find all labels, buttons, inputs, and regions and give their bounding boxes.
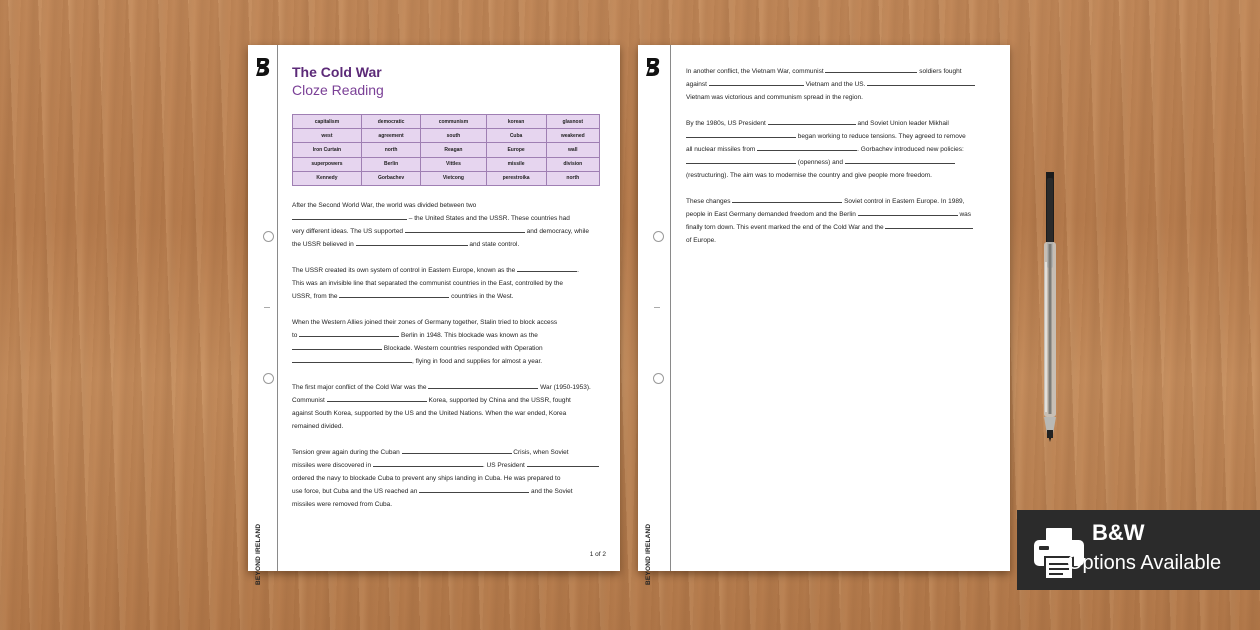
punch-hole	[653, 231, 664, 242]
word-bank-cell: north	[546, 171, 599, 185]
beyond-logo-icon	[645, 57, 661, 77]
answer-blank[interactable]	[356, 238, 468, 246]
word-bank-cell: weakened	[546, 129, 599, 143]
cloze-text-fragment: (restructuring). The aim was to modernise the country and give people more freedom.	[686, 172, 932, 179]
cloze-line	[686, 195, 996, 208]
answer-blank[interactable]	[339, 290, 449, 298]
word-bank-cell: glasnost	[546, 115, 599, 129]
word-bank-cell: west	[293, 129, 362, 143]
cloze-text-fragment: and the Soviet	[529, 488, 573, 495]
answer-blank[interactable]	[292, 342, 382, 350]
cloze-text-fragment: very different ideas. The US supported	[292, 228, 405, 235]
cloze-text-fragment: Berlin in 1948. This blockade was known as the	[399, 332, 538, 339]
margin-line	[670, 45, 671, 571]
punch-hole	[263, 373, 274, 384]
cloze-paragraph	[292, 264, 602, 303]
cloze-text-fragment: began working to reduce tensions. They agreed to remove	[796, 133, 966, 140]
word-bank-table	[292, 114, 600, 186]
cloze-line	[292, 290, 602, 303]
answer-blank[interactable]	[858, 208, 958, 216]
word-bank-cell: Kennedy	[293, 171, 362, 185]
cloze-text-fragment: Soviet control in Eastern Europe. In 1989,	[842, 198, 965, 205]
fold-mark	[264, 307, 270, 308]
answer-blank[interactable]	[327, 394, 427, 402]
cloze-text-fragment: Korea, supported by China and the USSR, fought	[426, 397, 571, 404]
worksheet-page-1	[248, 45, 620, 585]
cloze-line	[292, 225, 602, 238]
cloze-text-fragment: .	[577, 267, 579, 274]
word-bank-cell: division	[546, 157, 599, 171]
word-bank-cell: capitalism	[293, 115, 362, 129]
cloze-text-fragment: Vietnam was victorious and communism spread in the region.	[686, 94, 863, 101]
word-bank-cell: south	[421, 129, 486, 143]
answer-blank[interactable]	[402, 446, 512, 454]
cloze-text-fragment: The first major conflict of the Cold War was the	[292, 384, 429, 391]
word-bank-row	[293, 171, 600, 185]
cloze-text-fragment: people in East Germany demanded freedom and the Berlin	[686, 211, 858, 218]
cloze-line	[686, 208, 996, 221]
cloze-text-fragment: use force, but Cuba and the US reached an	[292, 488, 420, 495]
word-bank-cell: superpowers	[293, 157, 362, 171]
cloze-text-fragment: Crisis, when Soviet	[511, 449, 569, 456]
cloze-line	[292, 212, 602, 225]
answer-blank[interactable]	[825, 65, 917, 73]
word-bank-cell: Iron Curtain	[293, 143, 362, 157]
word-bank-cell: agreement	[361, 129, 420, 143]
answer-blank[interactable]	[527, 459, 599, 467]
side-brand: BEYOND IRELAND	[255, 523, 262, 585]
cloze-line	[292, 472, 602, 485]
cloze-text-fragment: all nuclear missiles from	[686, 146, 758, 153]
cloze-paragraph	[686, 65, 996, 104]
cloze-text-fragment: ordered the navy to blockade Cuba to prevent any ships landing in Cuba. He was prepared to	[292, 475, 561, 482]
worksheet-subtitle: Cloze Reading	[292, 82, 384, 98]
word-bank-row	[293, 129, 600, 143]
cloze-paragraph	[292, 199, 602, 251]
cloze-line	[292, 407, 602, 420]
cloze-text-fragment: of Europe.	[686, 237, 716, 244]
cloze-line	[292, 316, 602, 329]
word-bank-cell: wall	[546, 143, 599, 157]
cloze-text-fragment: . Gorbachev introduced new policies:	[857, 146, 964, 153]
cloze-text-fragment: finally torn down. This event marked the end of the Cold War and the	[686, 224, 886, 231]
answer-blank[interactable]	[292, 355, 412, 363]
cloze-text-fragment: In another conflict, the Vietnam War, communist	[686, 68, 826, 75]
word-bank-cell: korean	[486, 115, 546, 129]
cloze-line	[292, 485, 602, 498]
badge-subtitle: Options Available	[1067, 552, 1222, 574]
cloze-text-fragment: missiles were discovered in	[292, 462, 373, 469]
cloze-line	[292, 381, 602, 394]
word-bank-row	[293, 157, 600, 171]
word-bank-row	[293, 115, 600, 129]
cloze-line	[686, 143, 996, 156]
badge-title: B&W	[1092, 520, 1145, 545]
cloze-line	[686, 156, 996, 169]
cloze-text-fragment: Blockade. Western countries responded with Operation	[382, 345, 543, 352]
cloze-text-fragment: was	[957, 211, 972, 218]
cloze-line	[686, 91, 996, 104]
answer-blank[interactable]	[709, 78, 804, 86]
cloze-text-fragment: This was an invisible line that separated the communist countries in the East, controlled by the	[292, 280, 563, 287]
answer-blank[interactable]	[768, 117, 856, 125]
cloze-line	[686, 78, 996, 91]
cloze-text-fragment: After the Second World War, the world was divided between two	[292, 202, 477, 209]
cloze-text-fragment: (openness) and	[796, 159, 845, 166]
word-bank-cell: Europe	[486, 143, 546, 157]
word-bank-cell: perestroika	[486, 171, 546, 185]
word-bank-cell: Gorbachev	[361, 171, 420, 185]
cloze-text-fragment: When the Western Allies joined their zones of Germany together, Stalin tried to block access	[292, 319, 558, 326]
word-bank-cell: communism	[421, 115, 486, 129]
cloze-paragraph	[292, 446, 602, 511]
cloze-text-fragment: countries in the West.	[449, 293, 514, 300]
cloze-line	[292, 238, 602, 251]
cloze-text-fragment: By the 1980s, US President	[686, 120, 768, 127]
cloze-paragraph	[292, 381, 602, 433]
answer-blank[interactable]	[428, 381, 538, 389]
cloze-line	[292, 459, 602, 472]
cloze-line	[292, 277, 602, 290]
page-number: 1 of 2	[589, 551, 606, 558]
answer-blank[interactable]	[867, 78, 975, 86]
answer-blank[interactable]	[757, 143, 857, 151]
cloze-line	[292, 420, 602, 433]
cloze-line	[292, 394, 602, 407]
cloze-text-fragment: These changes	[686, 198, 733, 205]
cloze-text-fragment: The USSR created its own system of control in Eastern Europe, known as the	[292, 267, 518, 274]
cloze-line	[686, 117, 996, 130]
answer-blank[interactable]	[405, 225, 525, 233]
punch-hole	[653, 373, 664, 384]
cloze-text-fragment: and state control.	[467, 241, 520, 248]
word-bank-cell: Vietcong	[421, 171, 486, 185]
cloze-text-fragment: USSR, from the	[292, 293, 340, 300]
cloze-paragraph	[292, 316, 602, 368]
cloze-line	[292, 446, 602, 459]
answer-blank[interactable]	[419, 485, 529, 493]
pen-image	[1040, 172, 1060, 442]
cloze-line	[292, 199, 602, 212]
side-brand: BEYOND IRELAND	[645, 523, 652, 585]
word-bank-cell: north	[361, 143, 420, 157]
punch-hole	[263, 231, 274, 242]
answer-blank[interactable]	[686, 130, 796, 138]
cloze-line	[292, 264, 602, 277]
cloze-line	[686, 169, 996, 182]
cloze-paragraph	[686, 195, 996, 247]
cloze-text-fragment: , flying in food and supplies for almost a year.	[412, 358, 543, 365]
cloze-text-fragment: and Soviet Union leader Mikhail	[855, 120, 949, 127]
cloze-text-fragment: soldiers fought	[917, 68, 962, 75]
cloze-line	[292, 329, 602, 342]
margin-line	[277, 45, 278, 571]
cloze-text-fragment: against South Korea, supported by the US and the United Nations. When the war ended, Korea	[292, 410, 567, 417]
answer-blank[interactable]	[686, 156, 796, 164]
cloze-line	[292, 355, 602, 368]
cloze-line	[686, 221, 996, 234]
cloze-text-fragment: Communist	[292, 397, 327, 404]
cloze-text-fragment: and democracy, while	[524, 228, 590, 235]
cloze-text-fragment: remained divided.	[292, 423, 344, 430]
word-bank-cell: Cuba	[486, 129, 546, 143]
cloze-line	[686, 130, 996, 143]
answer-blank[interactable]	[732, 195, 842, 203]
word-bank-cell: democratic	[361, 115, 420, 129]
cloze-text-fragment: – the United States and the USSR. These countries had	[407, 215, 570, 222]
cloze-text-fragment: War (1950-1953).	[538, 384, 591, 391]
cloze-text	[686, 65, 996, 260]
worksheet-title: The Cold War	[292, 64, 382, 80]
cloze-paragraph	[686, 117, 996, 182]
cloze-text-fragment: Vietnam and the US.	[803, 81, 868, 88]
answer-blank[interactable]	[292, 212, 407, 220]
word-bank-cell: missile	[486, 157, 546, 171]
cloze-line	[292, 342, 602, 355]
answer-blank[interactable]	[885, 221, 973, 229]
word-bank-cell: Vittles	[421, 157, 486, 171]
answer-blank[interactable]	[299, 329, 399, 337]
cloze-text	[292, 199, 602, 524]
cloze-text-fragment: Tension grew again during the Cuban	[292, 449, 402, 456]
bw-options-badge	[1017, 510, 1260, 590]
word-bank-cell: Reagan	[421, 143, 486, 157]
answer-blank[interactable]	[845, 156, 955, 164]
cloze-line	[686, 234, 996, 247]
worksheet-page-2	[638, 45, 1010, 585]
cloze-line	[292, 498, 602, 511]
word-bank-row	[293, 143, 600, 157]
beyond-logo-icon	[255, 57, 271, 77]
cloze-text-fragment: missiles were removed from Cuba.	[292, 501, 393, 508]
cloze-text-fragment: . US President	[482, 462, 527, 469]
fold-mark	[654, 307, 660, 308]
cloze-text-fragment: against	[686, 81, 709, 88]
answer-blank[interactable]	[517, 264, 577, 272]
word-bank-cell: Berlin	[361, 157, 420, 171]
cloze-text-fragment: the USSR believed in	[292, 241, 356, 248]
answer-blank[interactable]	[373, 459, 483, 467]
cloze-text-fragment: to	[292, 332, 300, 339]
cloze-line	[686, 65, 996, 78]
